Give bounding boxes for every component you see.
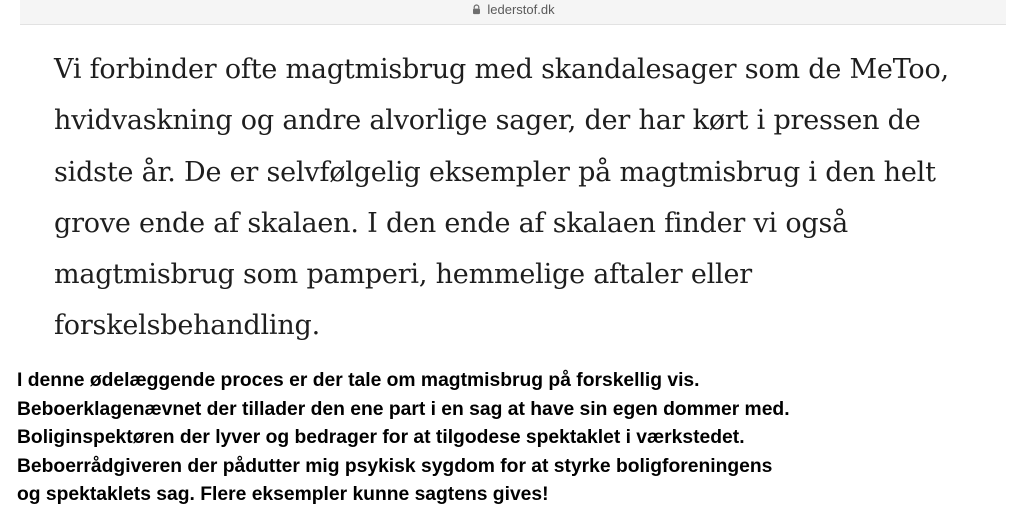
comment-line: I denne ødelæggende proces er der tale om magtmisbrug på forskellig vis. [17, 370, 700, 391]
article-line: Vi forbinder ofte magtmisbrug med skandalesager som de MeToo, [54, 54, 949, 85]
article-paragraph [54, 44, 1004, 352]
article-line: sidste år. De er selvfølgelig eksempler på magtmisbrug i den helt [54, 156, 936, 188]
lock-icon [471, 4, 482, 15]
article-line: forskelsbehandling. [54, 310, 320, 342]
url-text[interactable]: lederstof.dk [487, 1, 555, 17]
url-container[interactable] [471, 2, 554, 17]
article-line: hvidvaskning og andre alvorlige sager, der har kørt i pressen de [54, 105, 921, 137]
comment-text [17, 367, 1017, 510]
comment-line: og spektaklets sag. Flere eksempler kunne sagtens gives! [17, 484, 549, 505]
comment-line: Boliginspektøren der lyver og bedrager for at tilgodese spektaklet i værkstedet. [17, 427, 745, 448]
article-line: magtmisbrug som pamperi, hemmelige aftaler eller [54, 259, 752, 291]
browser-address-bar[interactable] [20, 0, 1006, 25]
article-line: grove ende af skalaen. I den ende af skalaen finder vi også [54, 207, 849, 239]
comment-line: Beboerklagenævnet der tillader den ene part i en sag at have sin egen dommer med. [17, 398, 790, 420]
comment-line: Beboerrådgiveren der pådutter mig psykisk sygdom for at styrke boligforeningens [17, 455, 773, 477]
